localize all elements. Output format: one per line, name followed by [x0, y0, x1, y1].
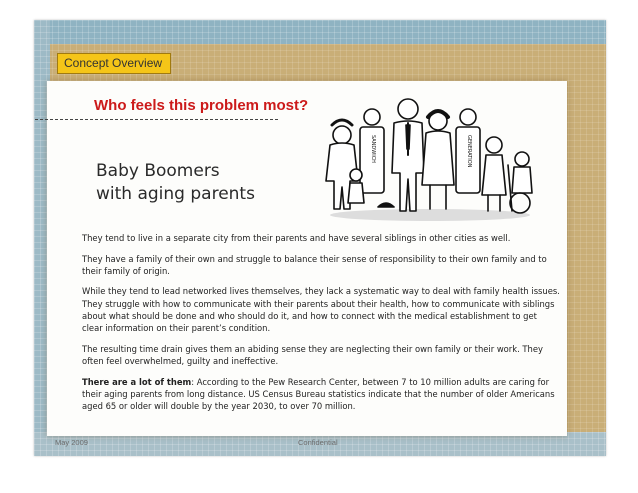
section-label: Concept Overview	[57, 53, 171, 74]
footer-date: May 2009	[55, 438, 88, 447]
subtitle-line-2: with aging parents	[96, 184, 255, 204]
body-text	[82, 232, 560, 421]
sandwich-label: SANDWICH	[370, 135, 376, 163]
subtitle-line-1: Baby Boomers	[96, 161, 220, 181]
subtitle	[96, 160, 255, 206]
headline: Who feels this problem most?	[94, 97, 309, 114]
paragraph-4: The resulting time drain gives them an abiding sense they are neglecting their own family or their work. They often feel overwhelmed, guilty and ineffective.	[82, 343, 543, 367]
paragraph-3: While they tend to lead networked lives themselves, they lack a systematic way to deal with family health issues. They struggle with how to communicate with their parents about their health, how to communicate with siblings about what should be done and who should do it, and how to connect with the medical establishment to get clear information on their parent’s condition.	[82, 286, 560, 334]
grid-edge-top	[34, 20, 606, 44]
paragraph-1: They tend to live in a separate city from their parents and have several siblings in other cities as well.	[82, 233, 511, 243]
paragraph-5	[82, 376, 560, 413]
paragraph-2: They have a family of their own and struggle to balance their sense of responsibility to their own family and to their family of origin.	[82, 253, 547, 276]
footer-confidential: Confidential	[298, 438, 338, 447]
paragraph-5-rest: : According to the Pew Research Center, between 7 to 10 million adults are caring for their aging parents from long distance. US Census Bureau statistics indicate that the number of older Americans aged 65 or older will double by the year 2030, to over 70 million.	[82, 376, 555, 412]
family-group-illustration	[320, 95, 540, 223]
paragraph-5-lead: There are a lot of them	[82, 376, 192, 387]
generation-label: GENERATION	[466, 135, 472, 168]
dashed-underline	[35, 119, 278, 120]
